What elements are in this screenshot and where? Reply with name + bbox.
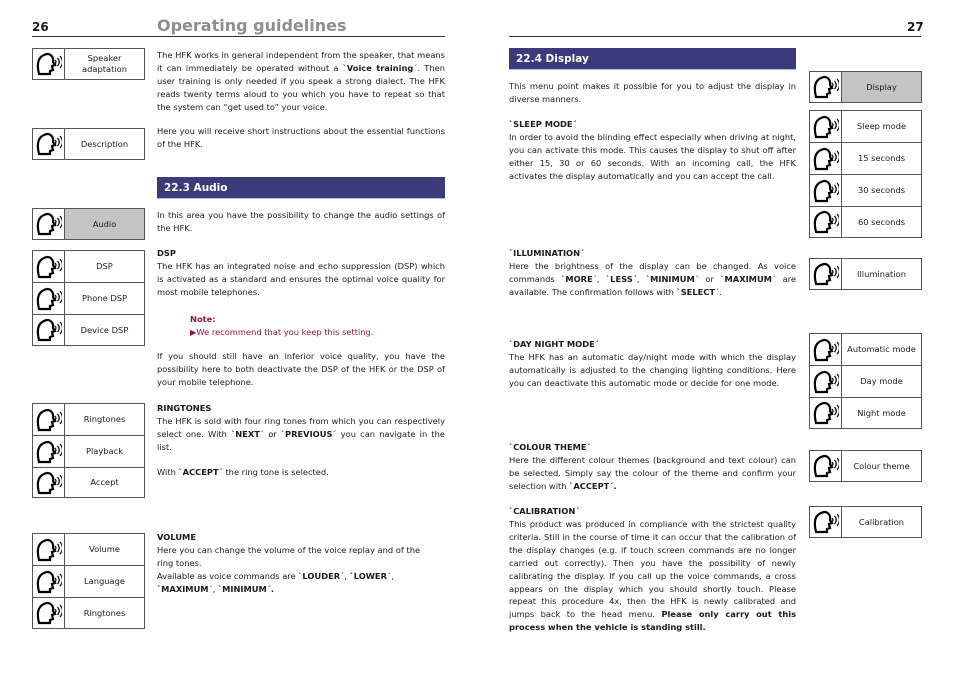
60-seconds-label[interactable]: 60 seconds bbox=[841, 206, 922, 238]
device-dsp-label[interactable]: Device DSP bbox=[64, 314, 145, 346]
dsp-followup-text: If you should still have an inferior voice quality, you have the possibility here to both deactivate the DSP of the HFK or the DSP of your mobile telephone. bbox=[157, 351, 445, 387]
note-heading: Note: bbox=[190, 314, 216, 324]
playback-label[interactable]: Playback bbox=[64, 435, 145, 468]
display-text: This menu point makes it possible for you to adjust the display in diverse manners. bbox=[509, 81, 796, 104]
speaking-head-icon bbox=[809, 397, 842, 429]
illumination-heading: `ILLUMINATION´ bbox=[509, 248, 585, 258]
speaking-head-icon bbox=[32, 533, 65, 566]
display-section-heading: 22.4 Display bbox=[509, 48, 796, 70]
right-page-number: 27 bbox=[907, 20, 924, 34]
speaking-head-icon bbox=[32, 565, 65, 598]
audio-label[interactable]: Audio bbox=[64, 208, 145, 240]
description-text: Here you will receive short instructions about the essential functions of the HFK. bbox=[157, 126, 445, 149]
colour-theme-heading: `COLOUR THEME´ bbox=[509, 442, 591, 452]
calibration-text: This product was produced in compliance with the strictest quality criteria. Still in the course of time it can occur that the calibration of the display changes (e.g. if touch screen commands are no longer carried out correctly). Then you have the possibility of newly calibrating the display. If you call up the voice commands, a cross appears on the display which you should shortly touch. Please repeat this procedure 4x, then the HFK is newly calibrated and jumps back to the head menu. Please only carry out this process when the vehicle is standing still. bbox=[509, 519, 797, 633]
speaker-adaptation-label[interactable]: Speaker adaptation bbox=[64, 48, 145, 80]
speaking-head-icon bbox=[32, 128, 65, 160]
sleep-mode-label[interactable]: Sleep mode bbox=[841, 110, 922, 143]
ringtones-accept-text: With `ACCEPT´ the ring tone is selected. bbox=[157, 467, 329, 477]
description-label[interactable]: Description bbox=[64, 128, 145, 160]
speaking-head-icon bbox=[809, 206, 842, 238]
ringtones-volume-label[interactable]: Ringtones bbox=[64, 597, 145, 629]
speaking-head-icon bbox=[32, 467, 65, 498]
colour-theme-text: Here the different colour themes (background and text colour) can be selected. Simply say the colour of the theme and confirm your selection with `ACCEPT´. bbox=[509, 455, 796, 491]
left-page-number: 26 bbox=[32, 20, 49, 34]
speaking-head-icon bbox=[32, 314, 65, 346]
language-label[interactable]: Language bbox=[64, 565, 145, 598]
speaking-head-icon bbox=[32, 208, 65, 240]
dsp-text: The HFK has an integrated noise and echo suppression (DSP) which is activated as a standard and ensures the optimal voice quality for most mobile telephones. bbox=[157, 261, 445, 297]
day-night-text: The HFK has an automatic day/night mode with which the display automatically is adjusted to the changing lighting conditions. Here you can deactivate this automatic mode or decide for one mode. bbox=[509, 352, 796, 388]
speaking-head-icon bbox=[809, 365, 842, 398]
speaking-head-icon bbox=[32, 435, 65, 468]
phone-dsp-label[interactable]: Phone DSP bbox=[64, 282, 145, 315]
speaking-head-icon bbox=[809, 71, 842, 103]
automatic-mode-label[interactable]: Automatic mode bbox=[841, 333, 922, 366]
ringtones-label[interactable]: Ringtones bbox=[64, 403, 145, 436]
volume-text: Here you can change the volume of the voice replay and of the ring tones. bbox=[157, 545, 421, 568]
sleep-mode-heading: `SLEEP MODE´ bbox=[509, 119, 577, 129]
speaking-head-icon bbox=[809, 110, 842, 143]
colour-theme-label[interactable]: Colour theme bbox=[841, 450, 922, 482]
speaking-head-icon bbox=[809, 506, 842, 538]
speaking-head-icon bbox=[32, 597, 65, 629]
speaking-head-icon bbox=[809, 142, 842, 175]
illumination-label[interactable]: Illumination bbox=[841, 258, 922, 290]
volume-label[interactable]: Volume bbox=[64, 533, 145, 566]
accept-label[interactable]: Accept bbox=[64, 467, 145, 498]
volume-commands-text: Available as voice commands are `LOUDER´, `LOWER´, `MAXIMUM´, `MINIMUM´. bbox=[157, 571, 394, 594]
arrow-right-icon: ▶ bbox=[190, 327, 197, 337]
dsp-heading: DSP bbox=[157, 248, 176, 258]
volume-heading: VOLUME bbox=[157, 532, 196, 542]
speaking-head-icon bbox=[32, 282, 65, 315]
30-seconds-label[interactable]: 30 seconds bbox=[841, 174, 922, 207]
speaking-head-icon bbox=[32, 403, 65, 436]
speaking-head-icon bbox=[809, 174, 842, 207]
speaking-head-icon bbox=[809, 450, 842, 482]
note-text: ▶We recommend that you keep this setting. bbox=[190, 327, 374, 337]
speaking-head-icon bbox=[32, 48, 65, 80]
ringtones-text: The HFK is sold with four ring tones from which you can respectively select one. With `NEXT´ or `PREVIOUS´ you can navigate in the list. bbox=[157, 416, 445, 452]
night-mode-label[interactable]: Night mode bbox=[841, 397, 922, 429]
dsp-label[interactable]: DSP bbox=[64, 250, 145, 283]
audio-section-heading: 22.3 Audio bbox=[157, 177, 445, 199]
speaking-head-icon bbox=[809, 258, 842, 290]
sleep-mode-text: In order to avoid the blinding effect especially when driving at night, you can activate this mode. This causes the display to shut off after either 15, 30 or 60 seconds. With an incoming call, the HFK activates the display automatically and you can accept the call. bbox=[509, 132, 796, 181]
calibration-label[interactable]: Calibration bbox=[841, 506, 922, 538]
calibration-heading: `CALIBRATION´ bbox=[509, 506, 580, 516]
illumination-text: Here the brightness of the display can be changed. As voice commands `MORE´, `LESS´, `MINIMUM´ or `MAXIMUM´ are available. The confirmation follows with `SELECT´. bbox=[509, 261, 796, 297]
15-seconds-label[interactable]: 15 seconds bbox=[841, 142, 922, 175]
speaking-head-icon bbox=[809, 333, 842, 366]
day-night-heading: `DAY NIGHT MODE´ bbox=[509, 339, 599, 349]
speaking-head-icon bbox=[32, 250, 65, 283]
speaker-adaptation-text: The HFK works in general independent from the speaker, that means it can immediately be operated without a `Voice training´. Then user training is only needed if you speak a strong dialect. The HFK reads twenty terms aloud to you which you have to repeat so that the system can “get used to” your voice. bbox=[157, 50, 445, 112]
page-title: Operating guidelines bbox=[157, 16, 347, 35]
right-header-rule bbox=[509, 36, 921, 37]
left-header-rule bbox=[32, 36, 445, 37]
audio-text: In this area you have the possibility to change the audio settings of the HFK. bbox=[157, 210, 445, 233]
display-label[interactable]: Display bbox=[841, 71, 922, 103]
day-mode-label[interactable]: Day mode bbox=[841, 365, 922, 398]
ringtones-heading: RINGTONES bbox=[157, 403, 212, 413]
